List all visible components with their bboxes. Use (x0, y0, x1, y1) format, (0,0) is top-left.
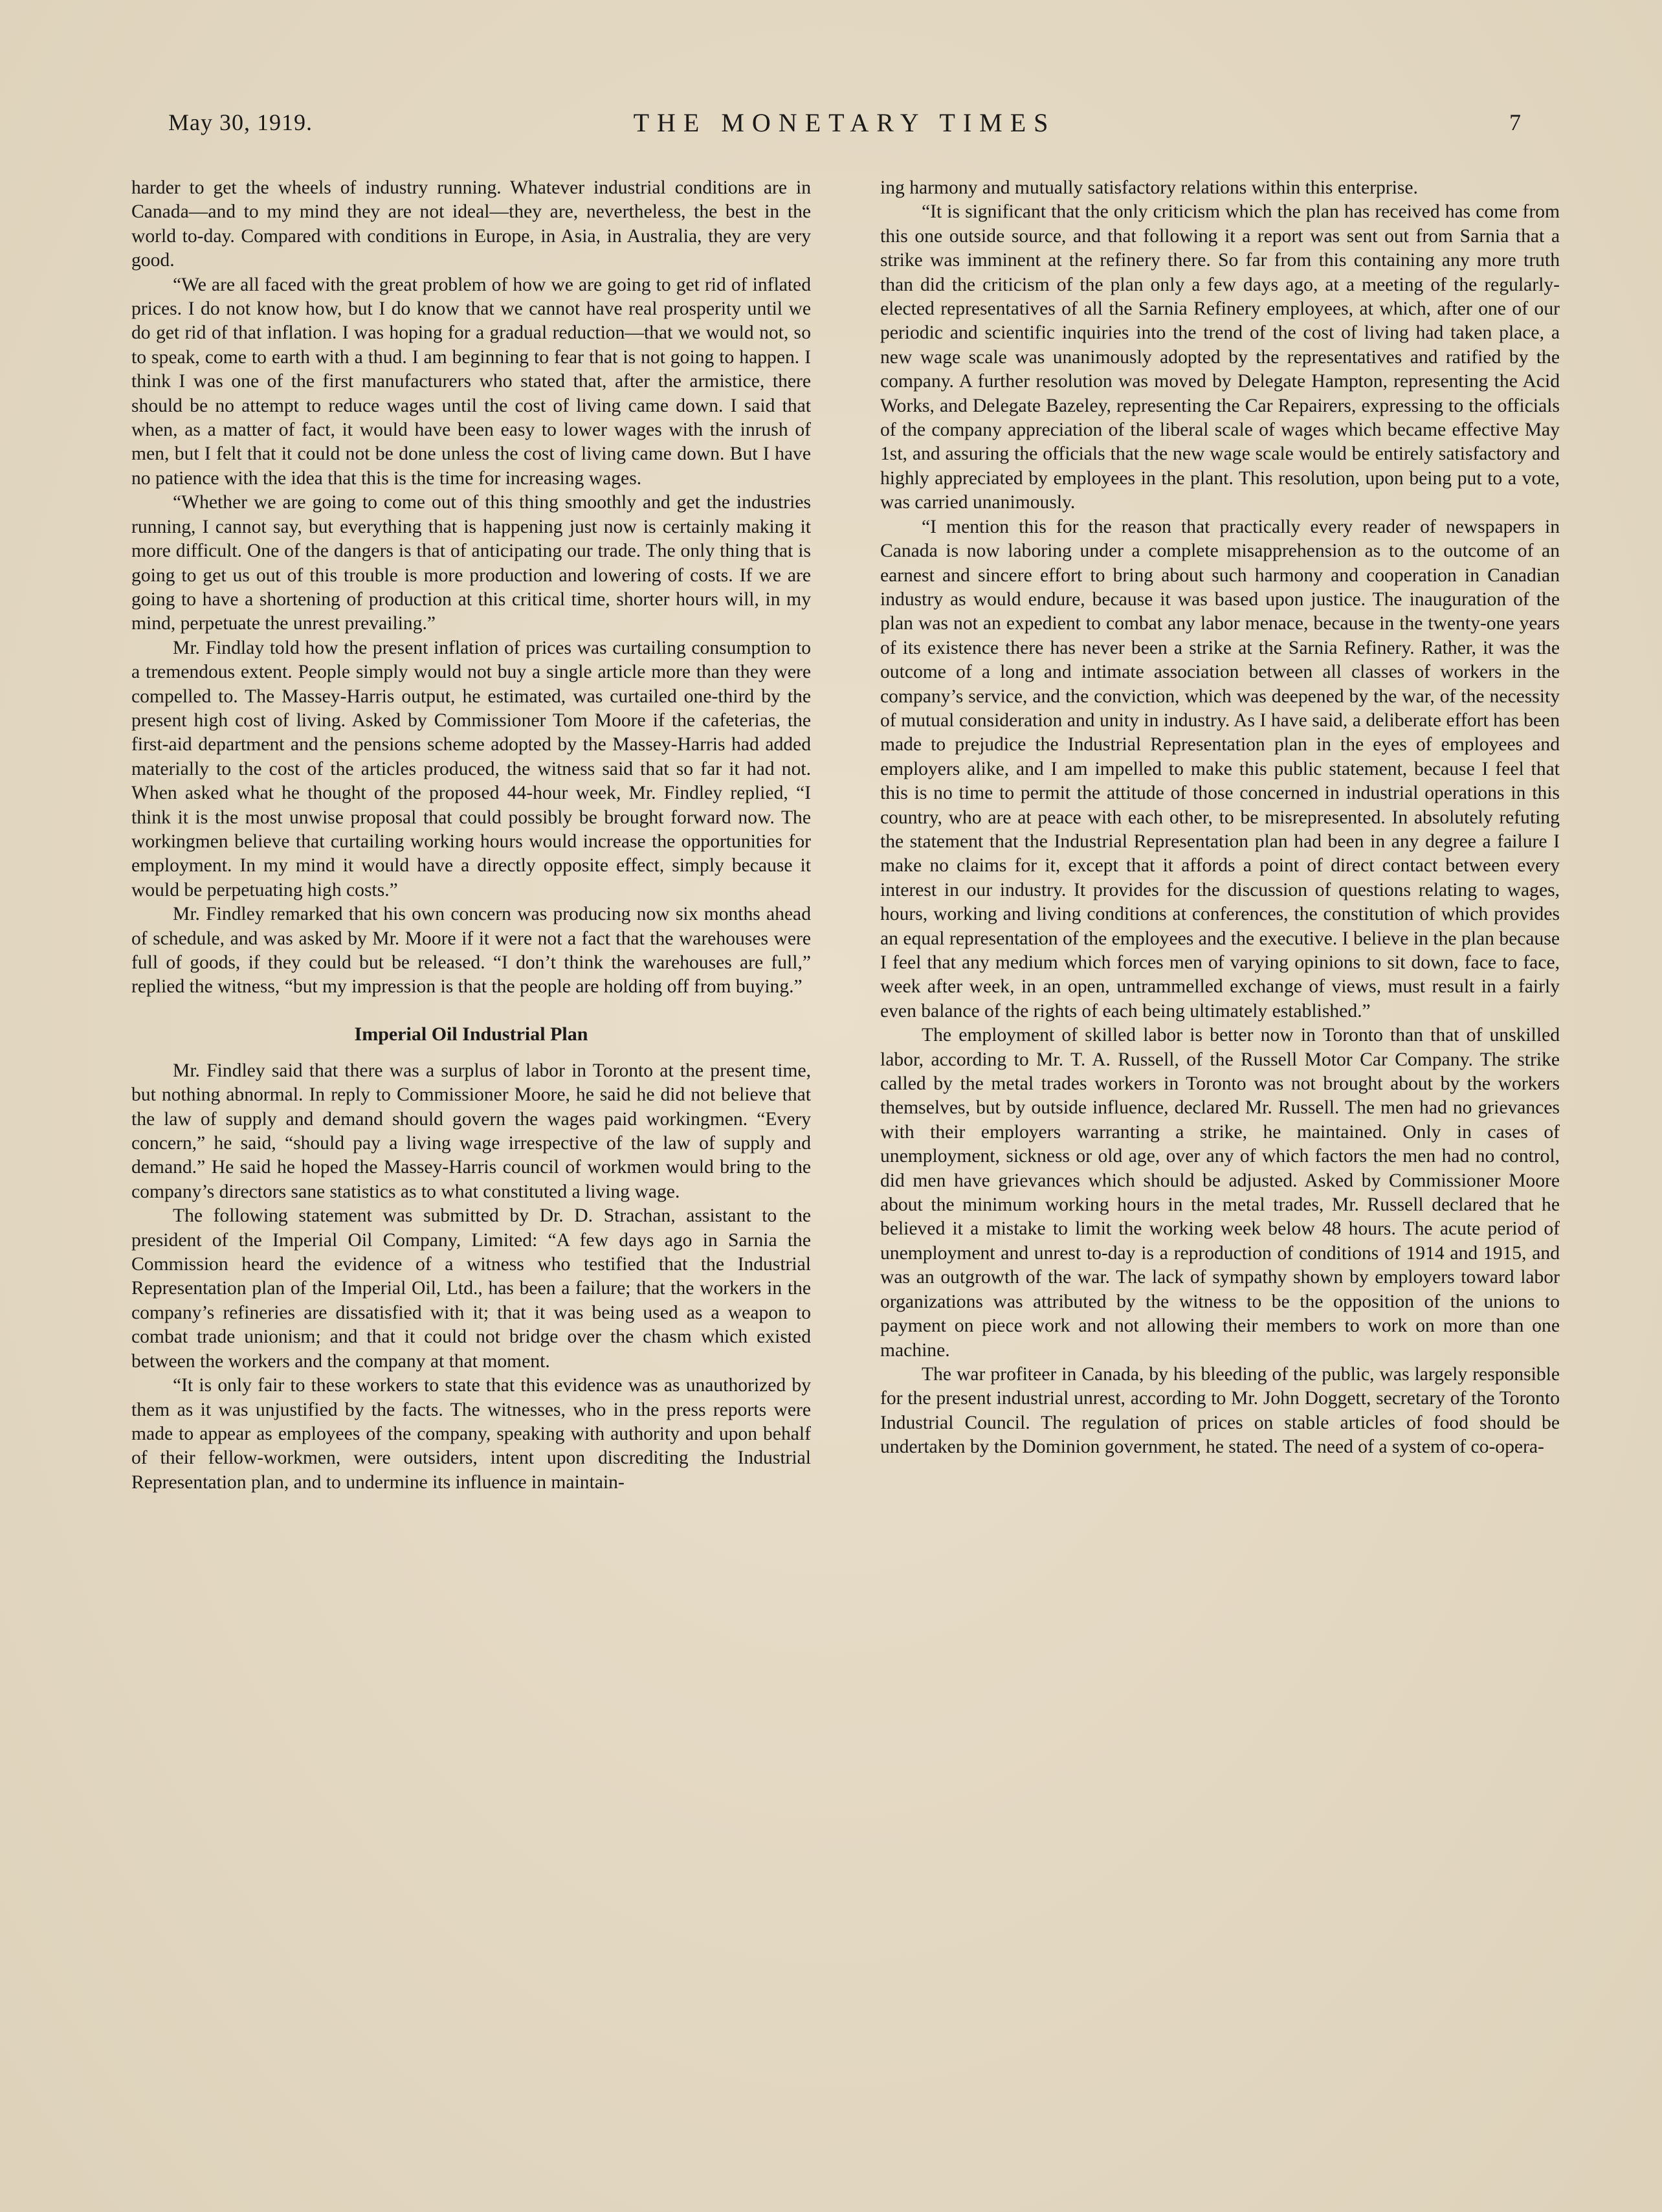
paragraph: “I mention this for the reason that practically every reader of newspapers in Canada is now laboring under a complete misapprehension as to the outcome of an earnest and sincere effort to bring about such harmony and cooperation in Canadian industry as would endure, because it was based upon justice. The inauguration of the plan was not an expedient to combat any labor menace, because in the twenty-one years of its existence there has never been a strike at the Sarnia Refinery. Rather, it was the outcome of a long and intimate association between all classes of workers in the company’s service, and the conviction, which was deepened by the war, of the necessity of mutual consideration and unity in industry. As I have said, a deliberate effort has been made to prejudice the Industrial Representation plan in the eyes of employees and employers alike, and I am impelled to make this public statement, because I feel that this is no time to permit the attitude of those concerned in industrial operations in this country, who are at peace with each other, to be misrepresented. In absolutely refuting the statement that the Industrial Representation plan had been in any degree a failure I make no claims for it, except that it affords a point of direct contact between every interest in our industry. It provides for the discussion of questions relating to wages, hours, working and living conditions at conferences, the constitution of which provides an equal representation of the employees and the executive. I believe in the plan because I feel that any medium which forces men of varying opinions to sit down, face to face, week after week, in an open, untrammelled exchange of views, must result in a fairly even balance of the rights of each being ultimately established.” (880, 516, 1560, 1022)
right-column (880, 176, 1560, 2131)
paragraph: ing harmony and mutually satisfactory relations within this enterprise. (880, 177, 1418, 198)
publication-title: THE MONETARY TIMES (633, 108, 1056, 137)
paragraph: The war profiteer in Canada, by his bleeding of the public, was largely responsible for the present industrial unrest, according to Mr. John Doggett, secretary of the Toronto Industrial Council. The regulation of prices on stable articles of food should be undertaken by the Dominion government, he stated. The need of a system of co-opera- (880, 1363, 1560, 1458)
paragraph: Mr. Findlay told how the present inflation of prices was curtailing consumption to a tremendous extent. People simply would not buy a single article more than they were compelled to. The Massey-Harris output, he estimated, was curtailed one-third by the present high cost of living. Asked by Commissioner Tom Moore if the cafeterias, the first-aid department and the pensions scheme adopted by the Massey-Harris had added materially to the cost of the articles produced, the witness said that so far it had not. When asked what he thought of the proposed 44-hour week, Mr. Findley replied, “I think it is the most unwise proposal that could possibly be brought forward now. The workingmen believe that curtailing working hours would increase the opportunities for employment. In my mind it would have a directly opposite effect, simply because it would be perpetuating high costs.” (131, 637, 811, 900)
paragraph: Mr. Findley remarked that his own concern was producing now six months ahead of schedule, and was asked by Mr. Moore if it were not a fact that the warehouses were full of goods, if they could but be released. “I don’t think the warehouses are full,” replied the witness, “but my impression is that the people are holding off from buying.” (131, 904, 811, 998)
paragraph: Mr. Findley said that there was a surplus of labor in Toronto at the present time, but nothing abnormal. In reply to Commissioner Moore, he said he did not believe that the law of supply and demand should govern the wages paid workingmen. “Every concern,” he said, “should pay a living wage irrespective of the law of supply and demand.” He said he hoped the Massey-Harris council of workmen would bring to the company’s directors sane statistics as to what constituted a living wage. (131, 1060, 811, 1202)
page-number: 7 (1509, 109, 1521, 135)
paragraph: “Whether we are going to come out of this thing smoothly and get the industries running, I cannot say, but everything that is happening just now is certainly making it more difficult. One of the dangers is that of anticipating our trade. The only thing that is going to get us out of this trouble is more production and lowering of costs. If we are going to have a shortening of production at this critical time, shorter hours will, in my mind, perpetuate the unrest prevailing.” (131, 492, 811, 634)
paragraph: The employment of skilled labor is better now in Toronto than that of unskilled labor, according to Mr. T. A. Russell, of the Russell Motor Car Company. The strike called by the metal trades workers in Toronto was not brought about by the workers themselves, but by outside influence, declared Mr. Russell. The men had no grievances with their employers warranting a strike, he maintained. Only in cases of unemployment, sickness or old age, over any of which factors the men had no control, did men have grievances which should be adjusted. Asked by Commissioner Moore about the minimum working hours in the metal trades, Mr. Russell declared that he believed it a mistake to limit the working week below 48 hours. The acute period of unemployment and unrest to-day is a reproduction of conditions of 1914 and 1915, and was an outgrowth of the war. The lack of sympathy shown by employers toward labor organizations was attributed by the witness to be the opposition of the unions to payment on piece work and not allowing their members to work on more than one machine. (880, 1025, 1560, 1361)
paragraph: “It is significant that the only criticism which the plan has received has come from this one outside source, and that following it a report was sent out from Sarnia that a strike was imminent at the refinery there. So far from this containing any more truth than did the criticism of the plan only a few days ago, at a meeting of the regularly-elected representatives of all the Sarnia Refinery employees, at which, after one of our periodic and scientific inquiries into the trend of the cost of living had taken place, a new wage scale was unanimously adopted by the representatives and ratified by the company. A further resolution was moved by Delegate Hampton, representing the Acid Works, and Delegate Bazeley, representing the Car Repairers, expressing to the officials of the company appreciation of the liberal scale of wages which became effective May 1st, and assuring the officials that the new wage scale would be entirely satisfactory and highly appreciated by employees in the plant. This resolution, upon being put to a vote, was carried unanimously. (880, 201, 1560, 513)
paragraph: “It is only fair to these workers to state that this evidence was as unauthorized by them as it was unjustified by the facts. The witnesses, who in the press reports were made to appear as employees of the company, speaking with authority and upon behalf of their fellow-workmen, were outsiders, intent upon discrediting the Industrial Representation plan, and to undermine its influence in maintain- (131, 1375, 811, 1493)
paragraph: harder to get the wheels of industry running. Whatever industrial conditions are in Canada—and to my mind they are not ideal—they are, nevertheless, the best in the world to-day. Compared with conditions in Europe, in Asia, in Australia, they are very good. (131, 177, 811, 271)
left-column (131, 176, 811, 2131)
issue-date: May 30, 1919. (168, 109, 313, 135)
section-heading: Imperial Oil Industrial Plan (354, 1023, 588, 1045)
page-header (168, 109, 1521, 148)
paragraph: “We are all faced with the great problem of how we are going to get rid of inflated prices. I do not know how, but I do know that we cannot have real prosperity until we do get rid of that inflation. I was hoping for a gradual reduction—that we would not, so to speak, come to earth with a thud. I am beginning to fear that is not going to happen. I think I was one of the first manufacturers who stated that, after the armistice, there should be no attempt to reduce wages until the cost of living came down. I said that when, as a matter of fact, it would have been easy to lower wages with the inrush of men, but I felt that it could not be done unless the cost of living came down. But I have no patience with the idea that this is the time for increasing wages. (131, 274, 811, 489)
paragraph: The following statement was submitted by Dr. D. Strachan, assistant to the president of the Imperial Oil Company, Limited: “A few days ago in Sarnia the Commission heard the evidence of a witness who testified that the Industrial Representation plan of the Imperial Oil, Ltd., has been a failure; that the workers in the company’s refineries are dissatisfied with it; that it was being used as a weapon to combat trade unionism; and that it could not bridge over the chasm which existed between the workers and the company at that moment. (131, 1205, 811, 1372)
